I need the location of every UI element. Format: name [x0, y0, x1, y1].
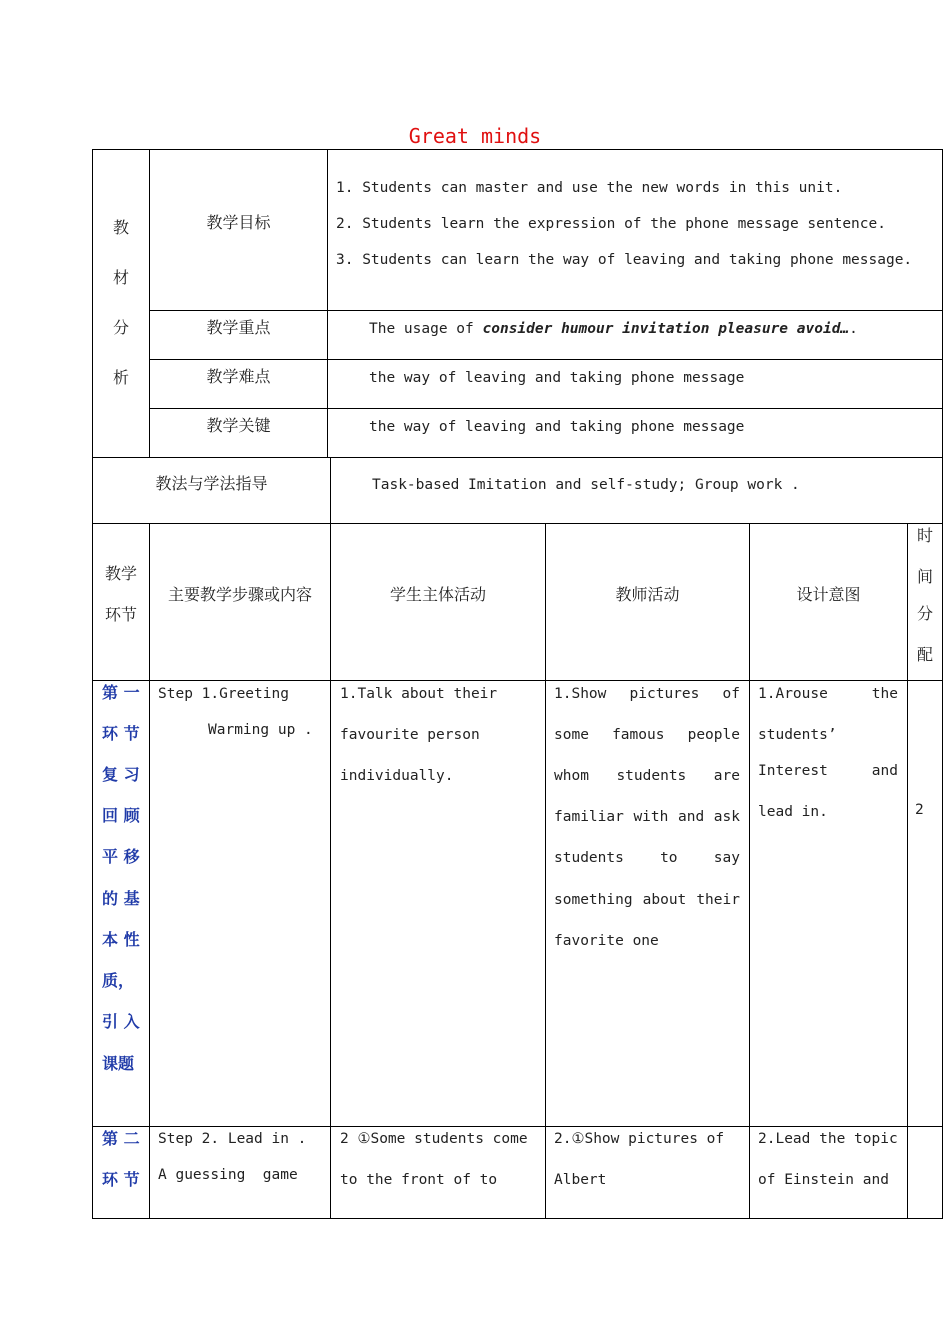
stage1-teacher-line-3: whom students are	[554, 768, 740, 784]
stage1-label-line-10: 课题	[102, 1054, 135, 1073]
stage2-step-line-1: Step 2. Lead in .	[158, 1131, 307, 1147]
stage1-steps-cell	[149, 680, 331, 1127]
stage1-student-line-1: 1.Talk about their	[340, 686, 498, 702]
methods-label: 教法与学法指导	[155, 474, 268, 493]
material-analysis-char-1: 教	[113, 218, 130, 237]
stage2-label-line-1: 第 二	[102, 1129, 140, 1148]
header-student: 学生主体活动	[389, 585, 486, 604]
objective-item-1: 1. Students can master and use the new words in this unit.	[336, 180, 843, 196]
stage2-student-line-2: to the front of to	[340, 1172, 498, 1188]
stage1-intent-line-3: Interest and	[758, 763, 898, 779]
difficulties-text: the way of leaving and taking phone message	[369, 370, 745, 386]
stage1-intent-line-2: students’	[758, 727, 837, 743]
key-points-label: 教学重点	[206, 318, 271, 337]
header-time-char-2: 间	[916, 567, 933, 586]
stage1-intent-line-4: lead in.	[758, 804, 828, 820]
material-analysis-char-4: 析	[113, 368, 130, 387]
stage1-intent-cell	[749, 680, 908, 1127]
key-points-suffix: .	[849, 321, 858, 337]
stage1-teacher-line-1: 1.Show pictures of	[554, 686, 740, 702]
stage1-student-line-3: individually.	[340, 768, 454, 784]
crux-label: 教学关键	[206, 416, 271, 435]
stage2-time-cell	[907, 1126, 943, 1219]
stage1-label-line-8: 质，	[102, 971, 135, 990]
stage1-label-line-2: 环 节	[102, 724, 140, 743]
objectives-label: 教学目标	[206, 213, 271, 232]
methods-text: Task-based Imitation and self-study; Group work .	[372, 477, 800, 493]
stage1-time-value: 2	[915, 802, 924, 818]
header-intent: 设计意图	[796, 585, 861, 604]
objective-item-2: 2. Students learn the expression of the phone message sentence.	[336, 216, 886, 232]
stage1-time-cell	[907, 680, 943, 1127]
objective-item-3: 3. Students can learn the way of leaving and taking phone message.	[336, 252, 913, 268]
header-stage-line-1: 教学	[104, 564, 137, 583]
stage2-teacher-line-1: 2.①Show pictures of	[554, 1131, 725, 1147]
material-analysis-char-3: 分	[113, 318, 130, 337]
document-title: Great minds	[408, 124, 542, 148]
stage1-label-line-3: 复 习	[102, 765, 140, 784]
header-time-char-4: 配	[916, 645, 933, 664]
stage1-teacher-line-4: familiar with and ask	[554, 809, 740, 825]
header-stage-line-2: 环节	[104, 605, 137, 624]
stage1-label-line-9: 引 入	[102, 1012, 140, 1031]
stage1-teacher-line-5: students to say	[554, 850, 740, 866]
stage1-step-line-1: Step 1.Greeting	[158, 686, 289, 702]
stage1-label-line-5: 平 移	[102, 847, 140, 866]
stage2-teacher-line-2: Albert	[554, 1172, 607, 1188]
stage2-step-line-2: A guessing game	[158, 1167, 298, 1183]
stage1-teacher-line-6: something about their	[554, 892, 740, 908]
crux-text: the way of leaving and taking phone message	[369, 419, 745, 435]
header-steps: 主要教学步骤或内容	[167, 585, 312, 604]
stage1-teacher-line-2: some famous people	[554, 727, 740, 743]
key-points-text	[369, 322, 858, 337]
header-time-char-3: 分	[916, 604, 933, 623]
stage1-label-line-1: 第 一	[102, 683, 140, 702]
stage1-intent-line-1: 1.Arouse the	[758, 686, 898, 702]
header-time-char-1: 时	[916, 526, 933, 545]
stage2-label-line-2: 环 节	[102, 1170, 140, 1189]
difficulties-label: 教学难点	[206, 367, 271, 386]
stage2-intent-line-2: of Einstein and	[758, 1172, 889, 1188]
stage1-label-line-7: 本 性	[102, 930, 140, 949]
key-points-prefix: The usage of	[369, 321, 483, 337]
header-stage-cell	[92, 523, 150, 681]
stage1-teacher-line-7: favorite one	[554, 933, 659, 949]
stage1-student-line-2: favourite person	[340, 727, 480, 743]
material-analysis-char-2: 材	[113, 268, 130, 287]
stage1-student-cell	[330, 680, 546, 1127]
key-points-vocabulary: consider humour invitation pleasure avoid…	[482, 321, 850, 337]
stage2-intent-line-1: 2.Lead the topic	[758, 1131, 898, 1147]
header-teacher: 教师活动	[615, 585, 680, 604]
stage1-label-line-4: 回 顾	[102, 806, 140, 825]
material-analysis-label-cell	[92, 149, 150, 458]
stage2-student-line-1: 2 ①Some students come	[340, 1131, 528, 1147]
stage1-label-line-6: 的 基	[102, 889, 140, 908]
stage1-step-line-2: Warming up .	[208, 722, 313, 738]
